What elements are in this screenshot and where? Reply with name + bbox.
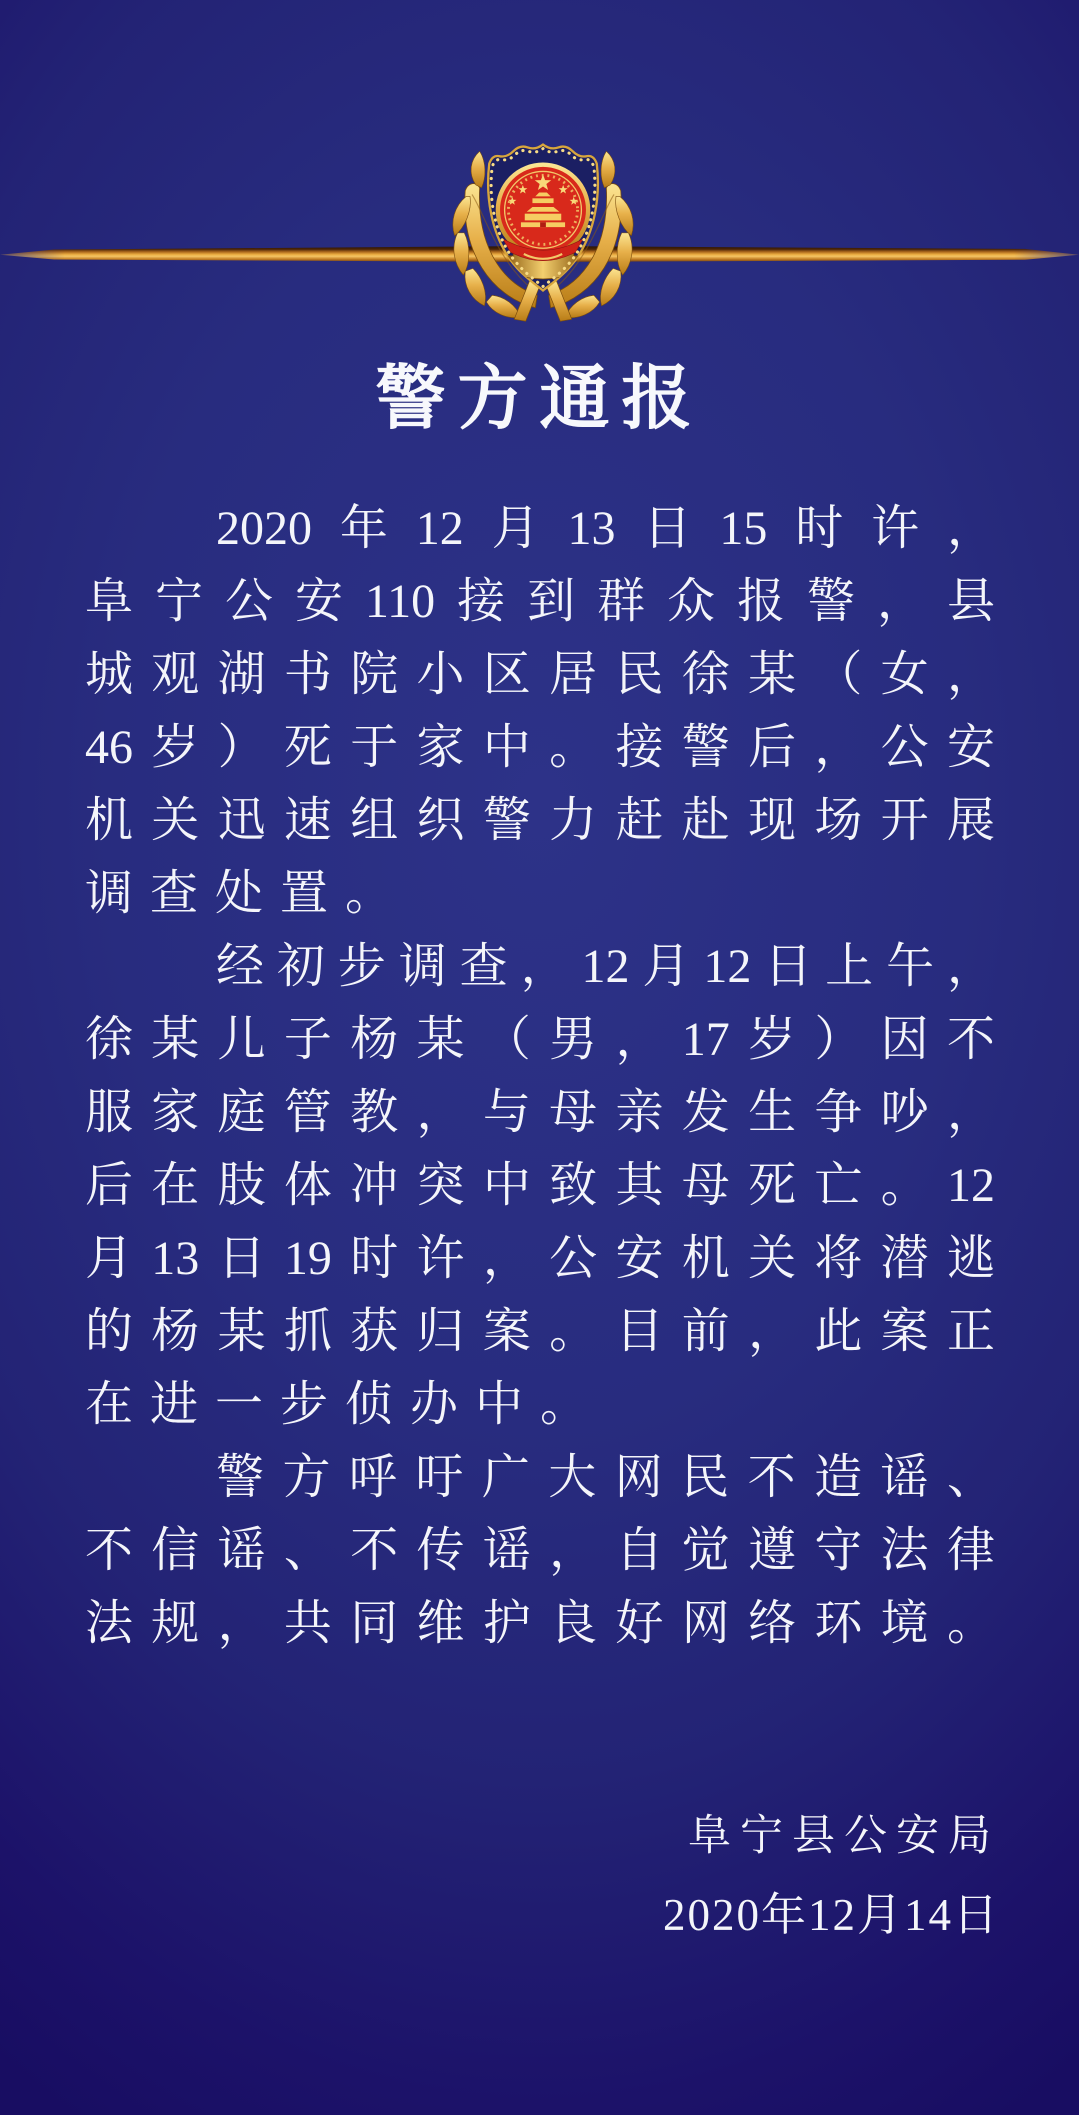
notice-date: 2020年12月14日: [662, 1890, 1000, 1940]
notice-line: 后在肢体冲突中致其母死亡。12: [85, 1159, 995, 1212]
notice-body: [85, 492, 995, 1660]
notice-line: 月13日19时许，公安机关将潜逃: [85, 1232, 995, 1285]
notice-line: 阜宁公安110接到群众报警，县: [85, 575, 995, 628]
notice-paragraph: [85, 492, 995, 930]
notice-paragraph: [85, 1441, 995, 1660]
notice-line: 不信谣、不传谣，自觉遵守法律: [85, 1524, 995, 1577]
notice-paragraph: [85, 930, 995, 1441]
notice-line: 法规，共同维护良好网络环境。: [85, 1597, 995, 1650]
notice-title: 警方通报: [375, 359, 704, 437]
notice-line: 城观湖书院小区居民徐某（女，: [85, 648, 995, 701]
notice-line: 经初步调查，12月12日上午，: [216, 940, 995, 993]
notice-footer: [663, 1806, 1000, 1946]
notice-line: 2020年12月13日15时许，: [216, 502, 995, 555]
notice-line: 46岁）死于家中。接警后，公安: [85, 721, 995, 774]
notice-line: 调查处置。: [85, 867, 411, 920]
notice-line: 机关迅速组织警力赶赴现场开展: [85, 794, 995, 847]
notice-line: 徐某儿子杨某（男，17岁）因不: [85, 1013, 995, 1066]
issuing-authority: 阜宁县公安局: [688, 1813, 1000, 1860]
notice-line: 警方呼吁广大网民不造谣、: [216, 1451, 995, 1504]
notice-line: 服家庭管教，与母亲发生争吵，: [85, 1086, 995, 1139]
notice-line: 在进一步侦办中。: [85, 1378, 606, 1431]
police-badge-icon: [447, 136, 639, 324]
notice-line: 的杨某抓获归案。目前，此案正: [85, 1305, 995, 1358]
